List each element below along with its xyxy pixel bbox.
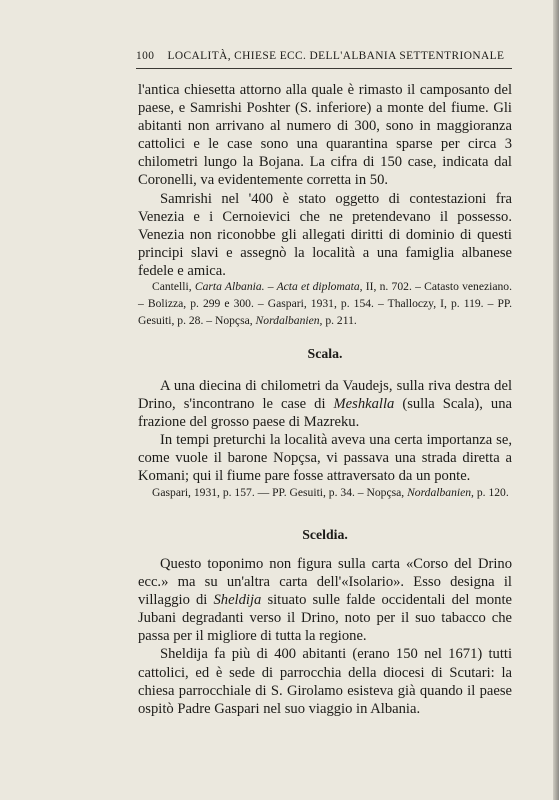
paragraph: In tempi preturchi la località aveva una certa importanza se, come vuole il barone Nopçsa, vi passava una strada diretta a Komani; qui il fiume pare fosse attraversato da un ponte. <box>138 432 512 485</box>
scala-references <box>138 484 512 501</box>
samrishi-references <box>138 278 512 329</box>
reference-line: Gaspari, 1931, p. 157. — PP. Gesuiti, p. 34. – Nopçsa, Nordalbanien, p. 120. <box>152 486 509 499</box>
sceldia-text <box>138 555 512 718</box>
section-heading-scala: Scala. <box>307 346 343 361</box>
header-rule <box>136 68 512 69</box>
running-header <box>136 50 506 62</box>
reference-line: Cantelli, Carta Albania. – Acta et diplomata, II, n. 702. – Catasto veneziano. – Bolizza, p. 299 e 300. – Gaspari, 1931, p. 154. – Thalloczy, I, p. 119. – PP. Gesuiti, p. 28. – Nopçsa, Nordalbanien, p. 211. <box>138 280 512 327</box>
paragraph: Sheldija fa più di 400 abitanti (erano 150 nel 1671) tutti cattolici, ed è sede di parrocchia della diocesi di Scutari: la chiesa parrocchiale di S. Girolamo esisteva già quando il paese ospitò Padre Gaspari nel suo viaggio in Albania. <box>138 646 512 717</box>
samrishi-text <box>138 81 512 280</box>
page-number: 100 <box>136 50 155 62</box>
running-title: LOCALITÀ, CHIESE ECC. DELL'ALBANIA SETTENTRIONALE <box>167 50 505 62</box>
paragraph: Samrishi nel '400 è stato oggetto di contestazioni fra Venezia e i Cernoievici che ne pretendevano il possesso. Venezia non riconobbe gli allegati diritti di dominio di questi principi slavi e assegnò la località a una famiglia albanese fedele e amica. <box>138 190 512 279</box>
scala-text <box>138 377 512 486</box>
page-edge-shadow <box>553 0 559 800</box>
paragraph: l'antica chiesetta attorno alla quale è rimasto il camposanto del paese, e Samrishi Poshter (S. inferiore) a monte del fiume. Gli abitanti non arrivano al numero di 300, sono in maggioranza cattolici e le case sono una quarantina sparse per circa 3 chilometri lungo la Bojana. La cifra di 150 case, indicata dal Coronelli, va evidentemente corretta in 50. <box>138 82 512 189</box>
paragraph: A una diecina di chilometri da Vaudejs, sulla riva destra del Drino, s'incontrano le case di Meshkalla (sulla Scala), una frazione del grosso paese di Mazreku. <box>138 378 512 431</box>
paragraph: Questo toponimo non figura sulla carta «Corso del Drino ecc.» ma su un'altra carta dell'«Isolario». Esso designa il villaggio di Sheldija situato sulle falde occidentali del monte Jubani degradanti verso il Drino, noto per il suo tabacco che passa per il migliore di tutta la regione. <box>138 556 512 645</box>
section-heading-sceldia: Sceldia. <box>302 527 348 542</box>
